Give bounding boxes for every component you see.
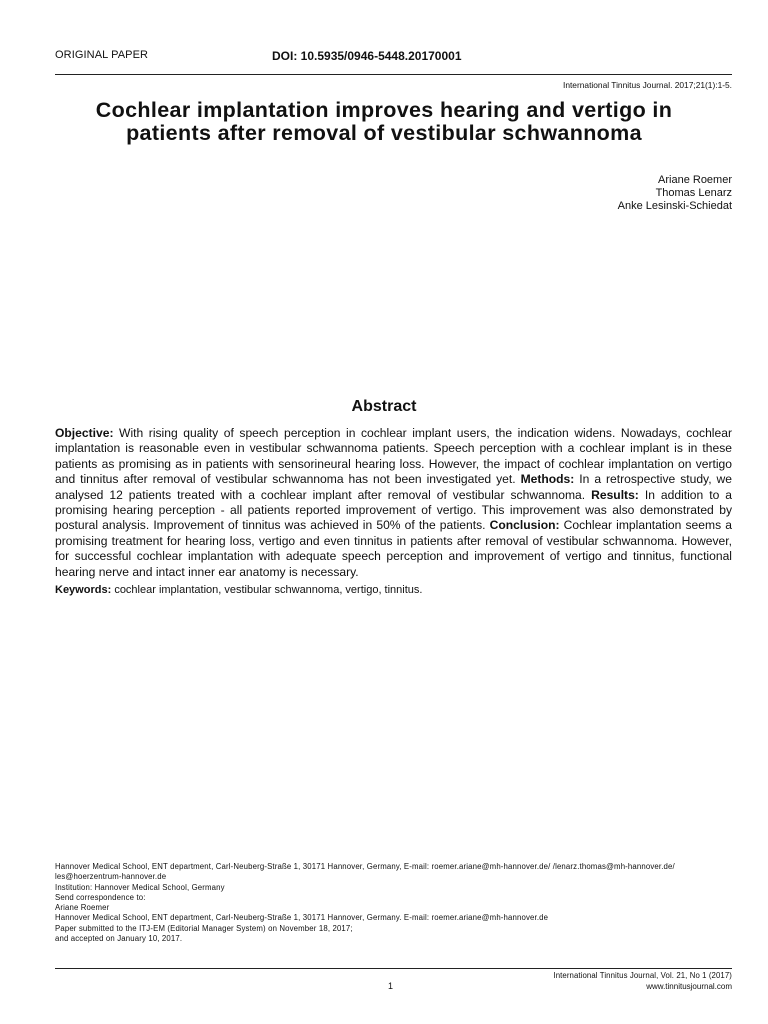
author-name: Thomas Lenarz xyxy=(655,187,732,199)
footnote-line: Paper submitted to the ITJ-EM (Editorial Manager System) on November 18, 2017; xyxy=(55,923,353,933)
abstract-section-text: In a retrospective study, we analysed 12 patients treated with a cochlear implant after removal of vestibular schwannoma. xyxy=(55,472,732,502)
footnote-line: Hannover Medical School, ENT department, Carl-Neuberg-Straße 1, 30171 Hannover, Germany. E-mail: roemer.ariane@mh-hannover.de xyxy=(55,913,549,923)
doi: DOI: 10.5935/0946-5448.20170001 xyxy=(272,49,462,63)
page-number: 1 xyxy=(388,981,394,991)
footer-journal: International Tinnitus Journal, Vol. 21, No 1 (2017) xyxy=(553,971,732,980)
footer-rule xyxy=(55,968,732,969)
abstract-section-text: In addition to a promising hearing perception - all patients reported improvement of vertigo. This improvement was also demonstrated by postural analysis. Improvement of tinnitus was achieved in 50% of the patients. xyxy=(55,487,733,533)
section-label: ORIGINAL PAPER xyxy=(55,49,149,61)
title-line: patients after removal of vestibular schwannoma xyxy=(126,121,642,145)
title-line: Cochlear implantation improves hearing and vertigo in xyxy=(95,98,673,122)
abstract-section-text: Cochlear implantation seems a promising treatment for hearing loss, vertigo and even tinnitus in patients after removal of vestibular schwannoma. However, for successful cochlear implantation with adequate speech perception and improvement of vertigo and tinnitus, functional hearing nerve and intact inner ear anatomy is necessary. xyxy=(55,518,732,579)
abstract-section-label: Conclusion: xyxy=(489,518,560,533)
footnote-line: and accepted on January 10, 2017. xyxy=(55,934,183,944)
footnote-line: les@hoerzentrum-hannover.de xyxy=(55,872,167,882)
journal-citation: International Tinnitus Journal. 2017;21(1):1-5. xyxy=(563,80,732,90)
abstract-section-label: Methods: xyxy=(520,472,575,487)
footnote-line: Hannover Medical School, ENT department, Carl-Neuberg-Straße 1, 30171 Hannover, Germany, E-mail: roemer.ariane@mh-hannover.de/ /lenarz.thomas@mh-hannover.de/ xyxy=(55,862,675,871)
footnote-line: Send correspondence to: xyxy=(55,892,146,902)
author-name: Ariane Roemer xyxy=(658,174,732,186)
footer-website: www.tinnitusjournal.com xyxy=(646,982,732,991)
author-name: Anke Lesinski-Schiedat xyxy=(617,200,732,212)
header-rule xyxy=(55,74,732,75)
footnote-line: Institution: Hannover Medical School, Germany xyxy=(55,882,225,892)
abstract-section-text: With rising quality of speech perception in cochlear implant users, the indication widens. Nowadays, cochlear implantation is reasonable even in vestibular schwannoma patients. Speech perception with a cochlear implant is in these patients as promising as in patients with sensorineural hearing loss. However, the impact of cochlear implantation on vertigo and tinnitus after removal of vestibular schwannoma has not been investigated yet. xyxy=(55,426,732,487)
keywords xyxy=(55,583,732,597)
paper-title xyxy=(0,99,768,145)
footnotes xyxy=(55,862,732,944)
keywords-text: cochlear implantation, vestibular schwannoma, vertigo, tinnitus. xyxy=(114,584,423,596)
footnote-line: Ariane Roemer xyxy=(55,903,110,913)
abstract-heading: Abstract xyxy=(351,398,417,415)
abstract-section-label: Objective: xyxy=(55,426,114,440)
abstract-body xyxy=(55,426,732,580)
author-list xyxy=(618,174,732,213)
keywords-label: Keywords: xyxy=(55,584,112,596)
abstract-section-label: Results: xyxy=(591,487,639,502)
